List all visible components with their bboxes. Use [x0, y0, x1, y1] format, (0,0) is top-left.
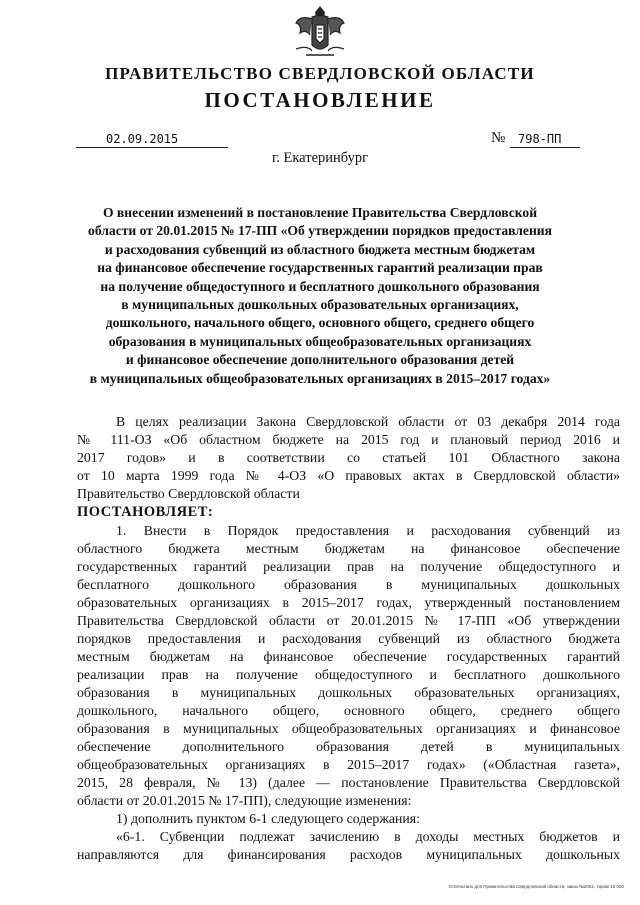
item-line: образовательных организациях в 2015–2017 годах, утвержденный постановлением: [77, 595, 620, 610]
item-line: общеобразовательных организациях в 2015–2017 годах» («Областная газета»,: [77, 757, 620, 772]
preamble-line: № 111-ОЗ «Об областном бюджете на 2015 год и плановый период 2016 и: [77, 432, 620, 447]
item-line: 1. Внести в Порядок предоставления и расходования субвенций из: [116, 523, 620, 538]
title-line: дошкольного, начального общего, основного общего, среднего общего: [105, 315, 535, 331]
government-name: ПРАВИТЕЛЬСТВО СВЕРДЛОВСКОЙ ОБЛАСТИ: [105, 64, 535, 83]
item-line: Правительства Свердловской области от 20.01.2015 № 17-ПП «Об утверждении: [77, 613, 620, 628]
title-line: и финансовое обеспечение дополнительного образования детей: [125, 352, 515, 368]
item-line: областного бюджета местным бюджетам на финансовое обеспечение: [77, 541, 620, 556]
item-line: 2015, 28 февраля, № 13) (далее — постановление Правительства Свердловской: [77, 775, 620, 790]
item-line: обеспечение дополнительного образования детей в муниципальных: [77, 739, 620, 754]
title-line: на финансовое обеспечение государственных гарантий реализации прав: [97, 260, 543, 276]
quote-line: «6-1. Субвенции подлежат зачислению в доходы местных бюджетов и: [116, 829, 620, 844]
title-line: и расходования субвенций из областного бюджета местным бюджетам: [104, 241, 536, 257]
title-line: в муниципальных дошкольных образовательных организациях,: [121, 297, 519, 313]
item-line: дошкольного, начального общего, основного общего, среднего общего: [77, 703, 620, 718]
city: г. Екатеринбург: [271, 150, 369, 166]
quote-line: направляются для финансирования расходов муниципальных дошкольных: [77, 847, 620, 862]
document-type: ПОСТАНОВЛЕНИЕ: [204, 88, 436, 112]
print-footer: Отпечатано для Правительства Свердловской области, заказ №2002, тираж 10 000: [448, 884, 624, 889]
preamble-line: от 10 марта 1999 года № 4-ОЗ «О правовых актах в Свердловской области»: [77, 468, 620, 483]
title-line: на получение общедоступного и бесплатного дошкольного образования: [100, 278, 540, 294]
preamble-line: В целях реализации Закона Свердловской области от 03 декабря 2014 года: [116, 414, 620, 429]
document-title: [80, 204, 560, 388]
document-date: 02.09.2015: [76, 131, 228, 148]
item-line: образования в муниципальных дошкольных образовательных организациях,: [77, 685, 620, 700]
resolve-heading: ПОСТАНОВЛЯЕТ:: [77, 504, 214, 520]
title-line: области от 20.01.2015 № 17-ПП «Об утверждении порядков предоставления: [88, 223, 552, 239]
title-line: в муниципальных общеобразовательных организациях в 2015–2017 годах»: [89, 370, 551, 386]
title-line: О внесении изменений в постановление Правительства Свердловской: [102, 205, 538, 220]
title-line: образования в муниципальных общеобразовательных организациях: [108, 333, 532, 349]
item-line: государственных гарантий реализации прав на получение общедоступного и: [77, 559, 620, 574]
item-line: порядков предоставления и расходования субвенций из областного бюджета: [77, 631, 620, 646]
item-line: образования в муниципальных общеобразовательных организациях и финансовое: [77, 721, 620, 736]
document-number: 798-ПП: [510, 131, 580, 148]
item-line: реализации прав на получение общедоступного и бесплатного дошкольного: [77, 667, 620, 682]
subitem-line: 1) дополнить пунктом 6-1 следующего содержания:: [116, 811, 420, 826]
number-label: №: [491, 130, 506, 146]
preamble-line: Правительство Свердловской области: [77, 486, 300, 501]
preamble-line: 2017 годов» и в соответствии со статьей 101 Областного закона: [77, 450, 620, 465]
item-line: бесплатного дошкольного образования в муниципальных дошкольных: [77, 577, 620, 592]
item-line: области от 20.01.2015 № 17-ПП), следующие изменения:: [77, 793, 412, 808]
coat-of-arms-icon: [292, 5, 348, 59]
item-line: местным бюджетам на финансовое обеспечение государственных гарантий: [77, 649, 620, 664]
